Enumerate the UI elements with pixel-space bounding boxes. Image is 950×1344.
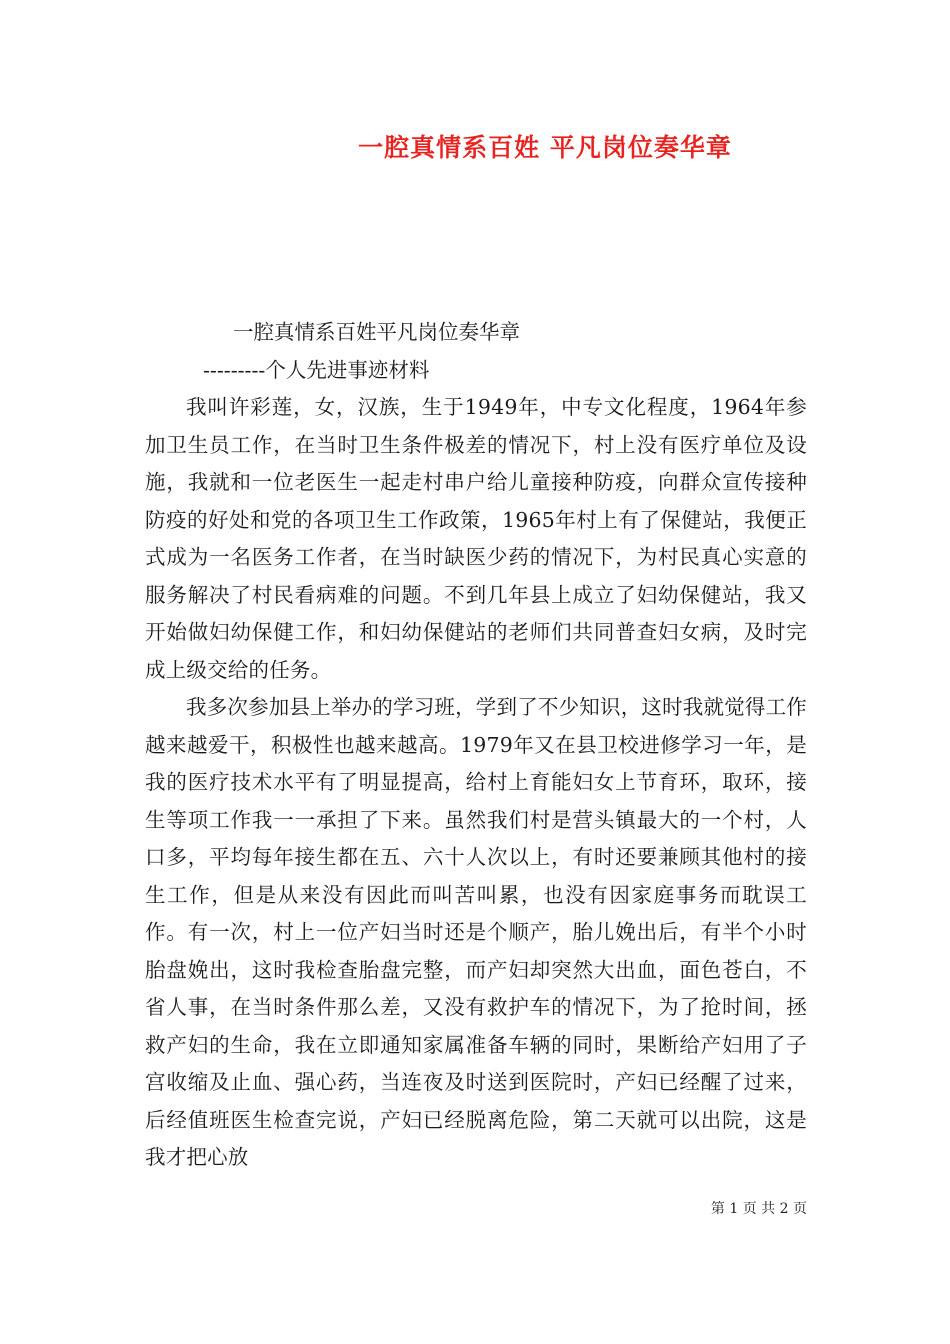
document-body bbox=[145, 314, 807, 1177]
page-number: 第 1 页 共 2 页 bbox=[710, 1201, 807, 1217]
document-subtitle: 一腔真情系百姓平凡岗位奏华章 bbox=[233, 320, 520, 344]
document-subheading: ---------个人先进事迹材料 bbox=[203, 357, 430, 382]
body-paragraph: 我叫许彩莲，女，汉族，生于1949年，中专文化程度，1964年参加卫生员工作，在当时卫生条件极差的情况下，村上没有医疗单位及设施，我就和一位老医生一起走村串户给儿童接种防疫，向群众宣传接种防疫的好处和党的各项卫生工作政策，1965年村上有了保健站，我便正式成为一名医务工作者，在当时缺医少药的情况下，为村民真心实意的服务解决了村民看病难的问题。不到几年县上成立了妇幼保健站，我又开始做妇幼保健工作，和妇幼保健站的老师们共同普查妇女病，及时完成上级交给的任务。 bbox=[145, 395, 807, 682]
page-title: 一腔真情系百姓 平凡岗位奏华章 bbox=[358, 133, 732, 162]
body-paragraph: 我多次参加县上举办的学习班，学到了不少知识，这时我就觉得工作越来越爱干，积极性也越来越高。1979年又在县卫校进修学习一年，是我的医疗技术水平有了明显提高，给村上育能妇女上节育环，取环，接生等项工作我一一承担了下来。虽然我们村是营头镇最大的一个村，人口多，平均每年接生都在五、六十人次以上，有时还要兼顾其他村的接生工作，但是从来没有因此而叫苦叫累，也没有因家庭事务而耽误工作。有一次，村上一位产妇当时还是个顺产，胎儿娩出后，有半个小时胎盘娩出，这时我检查胎盘完整，而产妇却突然大出血，面色苍白，不省人事，在当时条件那么差，又没有救护车的情况下，为了抢时间，拯救产妇的生命，我在立即通知家属准备车辆的同时，果断给产妇用了子宫收缩及止血、强心药，当连夜及时送到医院时，产妇已经醒了过来，后经值班医生检查完说，产妇已经脱离危险，第二天就可以出院，这是我才把心放 bbox=[145, 695, 807, 1169]
